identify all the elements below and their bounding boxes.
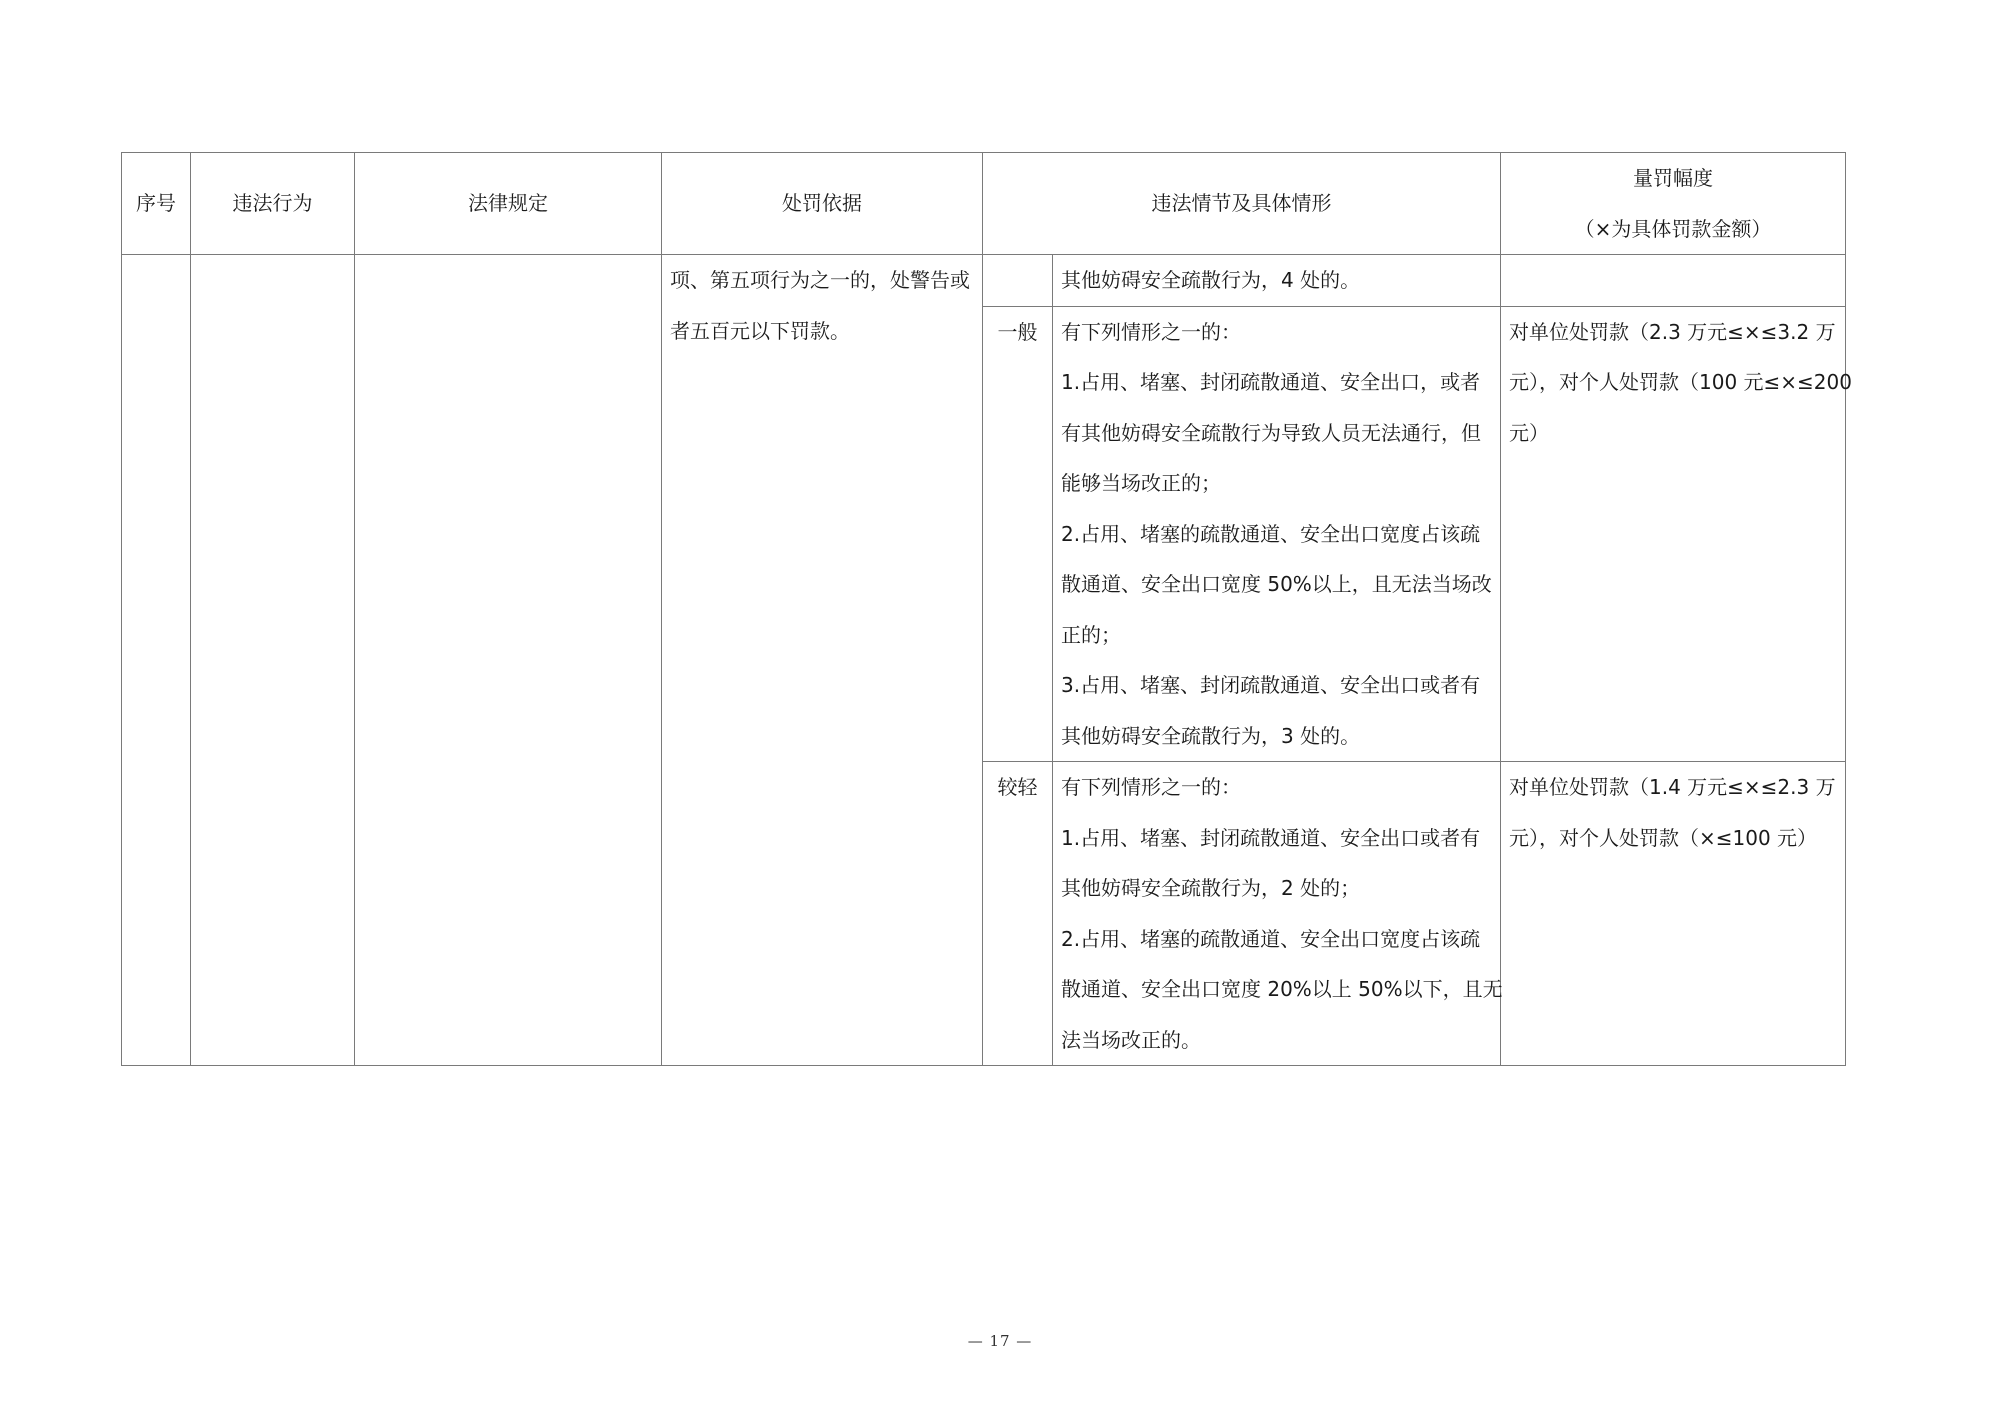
table-row bbox=[122, 255, 1846, 307]
details-line: 1.占用、堵塞、封闭疏散通道、安全出口或者有 bbox=[1061, 825, 1481, 850]
seq-cell bbox=[122, 255, 191, 1066]
header-range-note: （×为具体罚款金额） bbox=[1574, 216, 1772, 241]
header-range-title: 量罚幅度 bbox=[1633, 166, 1713, 190]
range-line: 元），对个人处罚款（100 元≤×≤200 bbox=[1509, 370, 1852, 394]
penalty-table bbox=[121, 152, 1852, 1066]
header-penalty-basis: 处罚依据 bbox=[662, 153, 983, 255]
details-line: 正的； bbox=[1061, 622, 1121, 647]
page-number: — 17 — bbox=[967, 1332, 1033, 1350]
details-line: 有其他妨碍安全疏散行为导致人员无法通行，但 bbox=[1061, 420, 1481, 445]
details-line: 其他妨碍安全疏散行为，2 处的； bbox=[1061, 876, 1361, 900]
penalty-basis-cell bbox=[662, 255, 983, 1066]
details-line: 2.占用、堵塞的疏散通道、安全出口宽度占该疏 bbox=[1061, 926, 1481, 951]
range-cell bbox=[1501, 306, 1852, 762]
header-circumstances: 违法情节及具体情形 bbox=[983, 153, 1501, 255]
details-line: 散通道、安全出口宽度 20%以上 50%以下，且无 bbox=[1061, 977, 1503, 1001]
header-legal-provision: 法律规定 bbox=[355, 153, 662, 255]
violation-cell bbox=[191, 255, 355, 1066]
range-line: 元），对个人处罚款（×≤100 元） bbox=[1509, 825, 1818, 850]
legal-provision-cell bbox=[355, 255, 662, 1066]
details-cell bbox=[1053, 306, 1501, 762]
header-penalty-range bbox=[1501, 153, 1846, 255]
range-line: 元） bbox=[1509, 420, 1549, 445]
details-line: 2.占用、堵塞的疏散通道、安全出口宽度占该疏 bbox=[1061, 521, 1481, 546]
header-seq: 序号 bbox=[122, 153, 191, 255]
details-line: 其他妨碍安全疏散行为，3 处的。 bbox=[1061, 723, 1361, 748]
range-line: 对单位处罚款（2.3 万元≤×≤3.2 万 bbox=[1509, 319, 1836, 344]
details-line: 有下列情形之一的： bbox=[1061, 319, 1241, 344]
level-cell-general: 一般 bbox=[983, 306, 1053, 762]
level-cell-minor: 较轻 bbox=[983, 762, 1053, 1066]
range-cell bbox=[1501, 255, 1846, 307]
details-line: 1.占用、堵塞、封闭疏散通道、安全出口，或者 bbox=[1061, 370, 1481, 394]
header-row bbox=[122, 153, 1846, 255]
header-violation: 违法行为 bbox=[191, 153, 355, 255]
range-cell bbox=[1501, 762, 1846, 1066]
details-line: 散通道、安全出口宽度 50%以上，且无法当场改 bbox=[1061, 572, 1492, 596]
penalty-basis-line: 项、第五项行为之一的，处警告或 bbox=[670, 268, 970, 292]
details-line: 3.占用、堵塞、封闭疏散通道、安全出口或者有 bbox=[1061, 673, 1481, 697]
penalty-basis-line: 者五百元以下罚款。 bbox=[670, 318, 850, 343]
details-line: 能够当场改正的； bbox=[1061, 471, 1221, 495]
range-line: 对单位处罚款（1.4 万元≤×≤2.3 万 bbox=[1509, 775, 1836, 799]
details-line: 法当场改正的。 bbox=[1061, 1027, 1201, 1052]
details-cell bbox=[1053, 762, 1501, 1066]
details-line: 有下列情形之一的： bbox=[1061, 775, 1241, 799]
details-line: 其他妨碍安全疏散行为，4 处的。 bbox=[1061, 268, 1361, 292]
details-cell bbox=[1053, 255, 1501, 307]
level-cell bbox=[983, 255, 1053, 307]
